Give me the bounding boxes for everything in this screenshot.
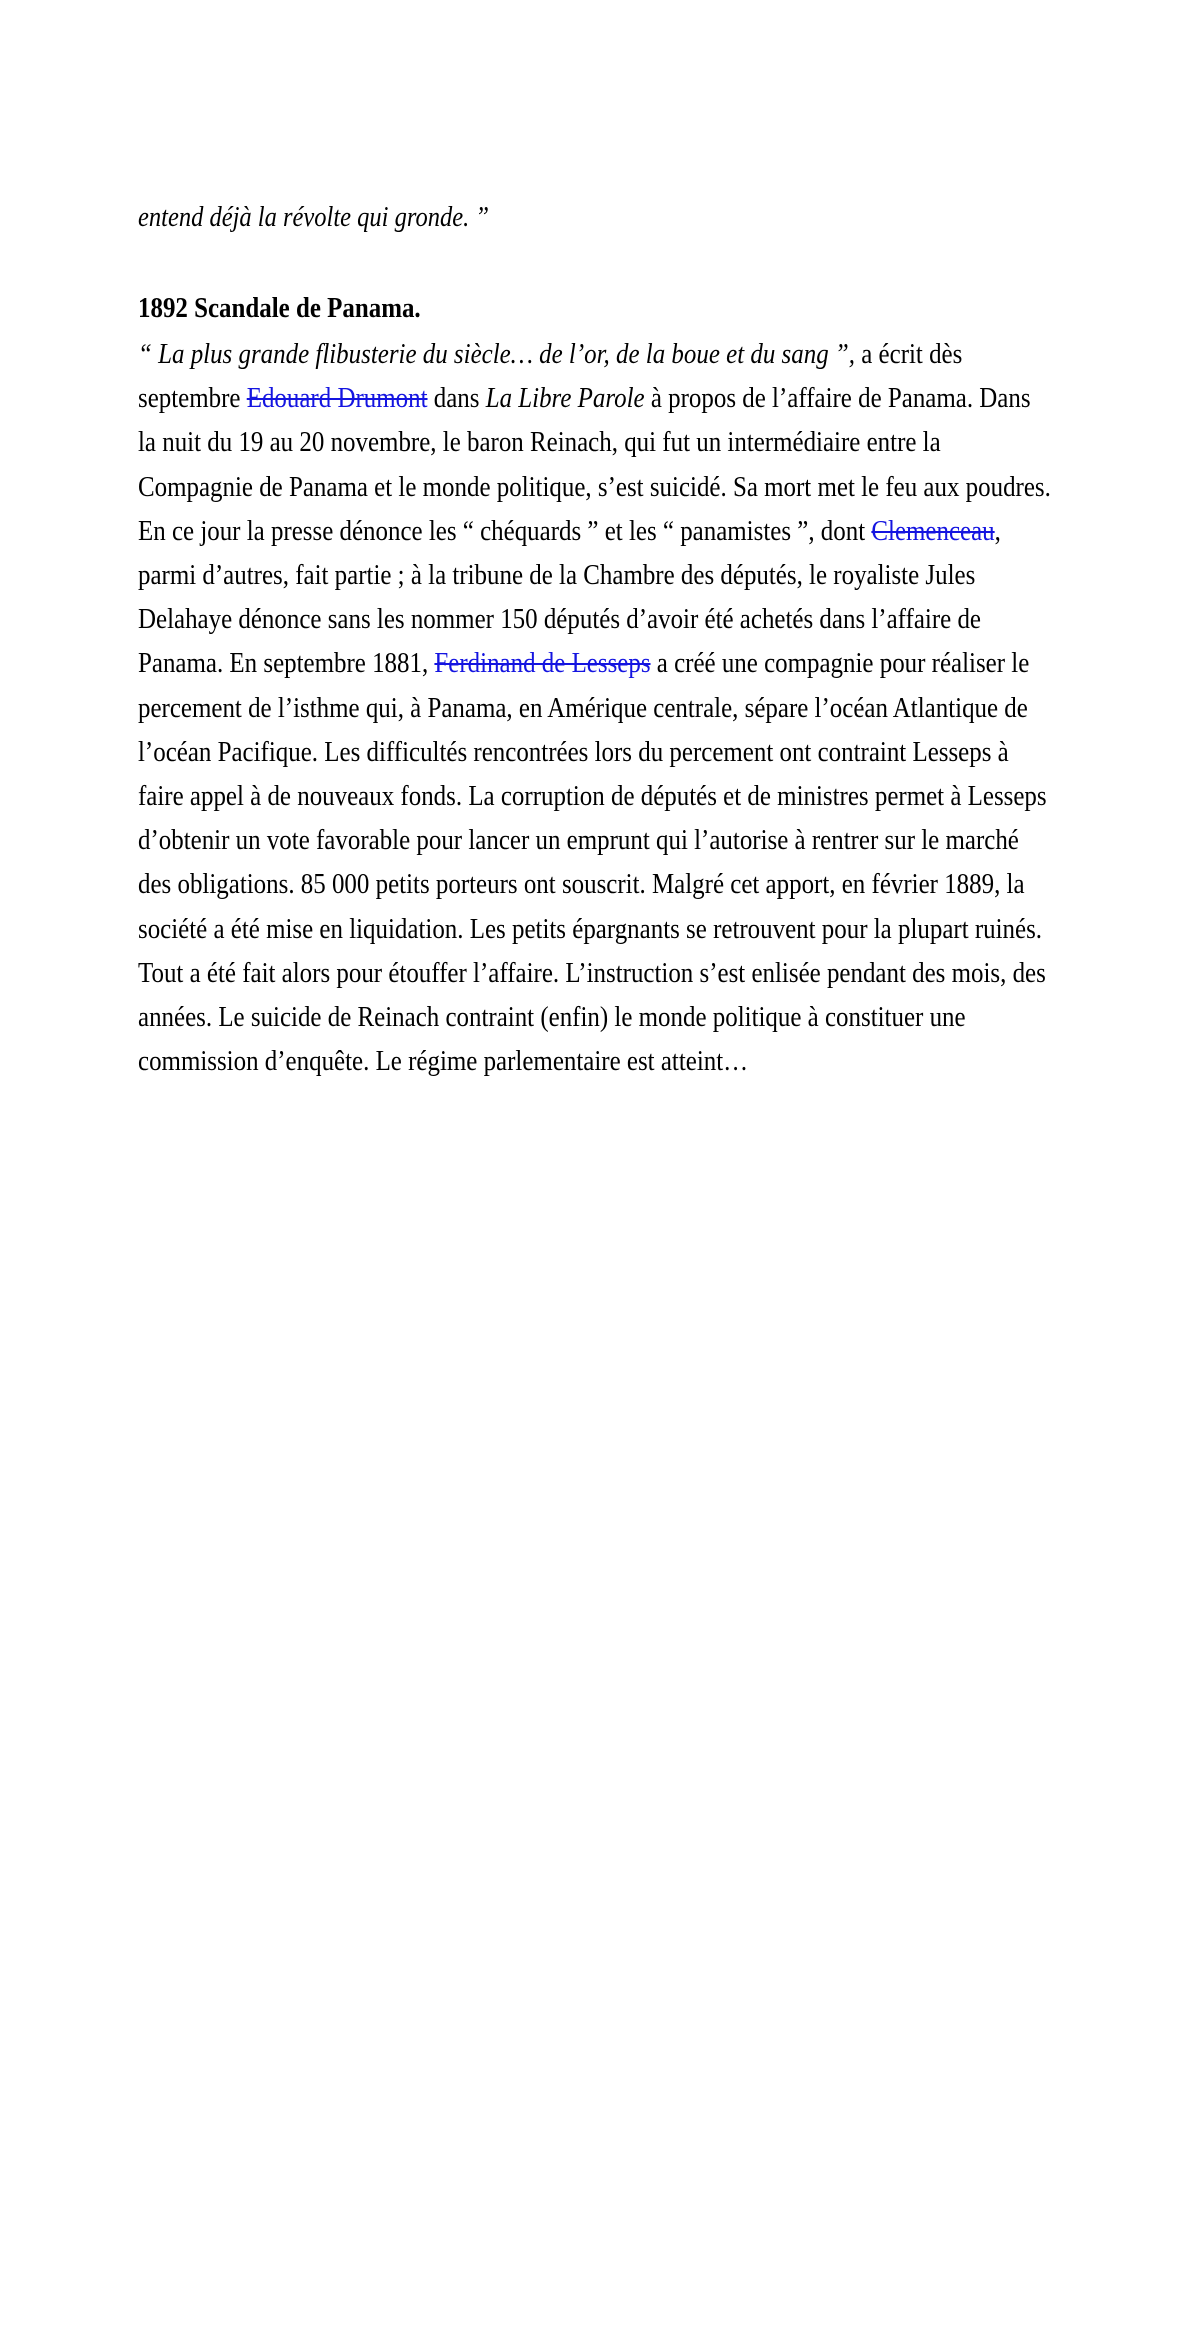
quote-open-mark: “ — [138, 338, 159, 370]
pull-quote-text: La plus grande flibusterie du siècle… de l’or, de la boue et du sang — [158, 338, 829, 370]
page-bottom-whitespace — [138, 1083, 1054, 1883]
continued-paragraph-text: entend déjà la révolte qui gronde. ” — [138, 202, 490, 233]
continued-paragraph — [138, 196, 1054, 240]
section-heading — [138, 286, 1054, 330]
after-lesseps-text: a créé une compagnie pour réaliser le percement de l’isthme qui, à Panama, en Amérique centrale, sépare l’océan Atlantique de l’océan Pacifique. Les difficultés rencontrées lors du percement ont contraint Lesseps à faire appel à de nouveaux fonds. La corruption de députés et de ministres permet à Lesseps d’obtenir un vote favorable pour lancer un emprunt qui l’autorise à rentrer sur le marché des obligations. 85 000 petits porteurs ont souscrit. Malgré cet apport, en février 1889, la société a été mise en liquidation. Les petits épargnants se retrouvent pour la plupart ruinés. Tout a été fait alors pour étouffer l’affaire. L’instruction s’est enlisée pendant des mois, des années. Le suicide de Reinach contraint (enfin) le monde politique à constituer une commission d’enquête. Le régime parlementaire est atteint… — [138, 647, 1047, 1078]
body-paragraph — [138, 332, 1054, 1083]
after-newspaper-text: à propos de l’affaire de Panama. Dans la nuit du 19 au 20 novembre, le baron Reinach, qui fut un intermédiaire entre la Compagnie de Panama et le monde politique, s’est suicidé. Sa mort met le feu aux poudres. En ce jour la presse dénonce les “ chéquards ” et les “ panamistes ”, dont — [138, 382, 1051, 547]
after-clemenceau-text: , parmi d’autres, fait partie ; à la tribune de la Chambre des députés, le royaliste Jules Delahaye dénonce sans les nommer 150 députés d’avoir été achetés dans l’affaire de Panama. En septembre 1881, — [138, 514, 1001, 680]
quote-close-mark: ”, — [828, 338, 862, 370]
newspaper-title: La Libre Parole — [485, 382, 645, 415]
link-clemenceau[interactable]: Clemenceau — [871, 514, 995, 547]
text-column — [138, 196, 1054, 1883]
attribution-lead-text: a écrit dès septembre — [138, 338, 963, 415]
after-drumont-text: dans — [427, 382, 486, 415]
body-paragraph-flow — [138, 332, 1054, 1083]
link-ferdinand-de-lesseps[interactable]: Ferdinand de Lesseps — [434, 647, 651, 680]
section-heading-text: 1892 Scandale de Panama. — [138, 292, 421, 324]
link-edouard-drumont[interactable]: Edouard Drumont — [246, 382, 428, 415]
